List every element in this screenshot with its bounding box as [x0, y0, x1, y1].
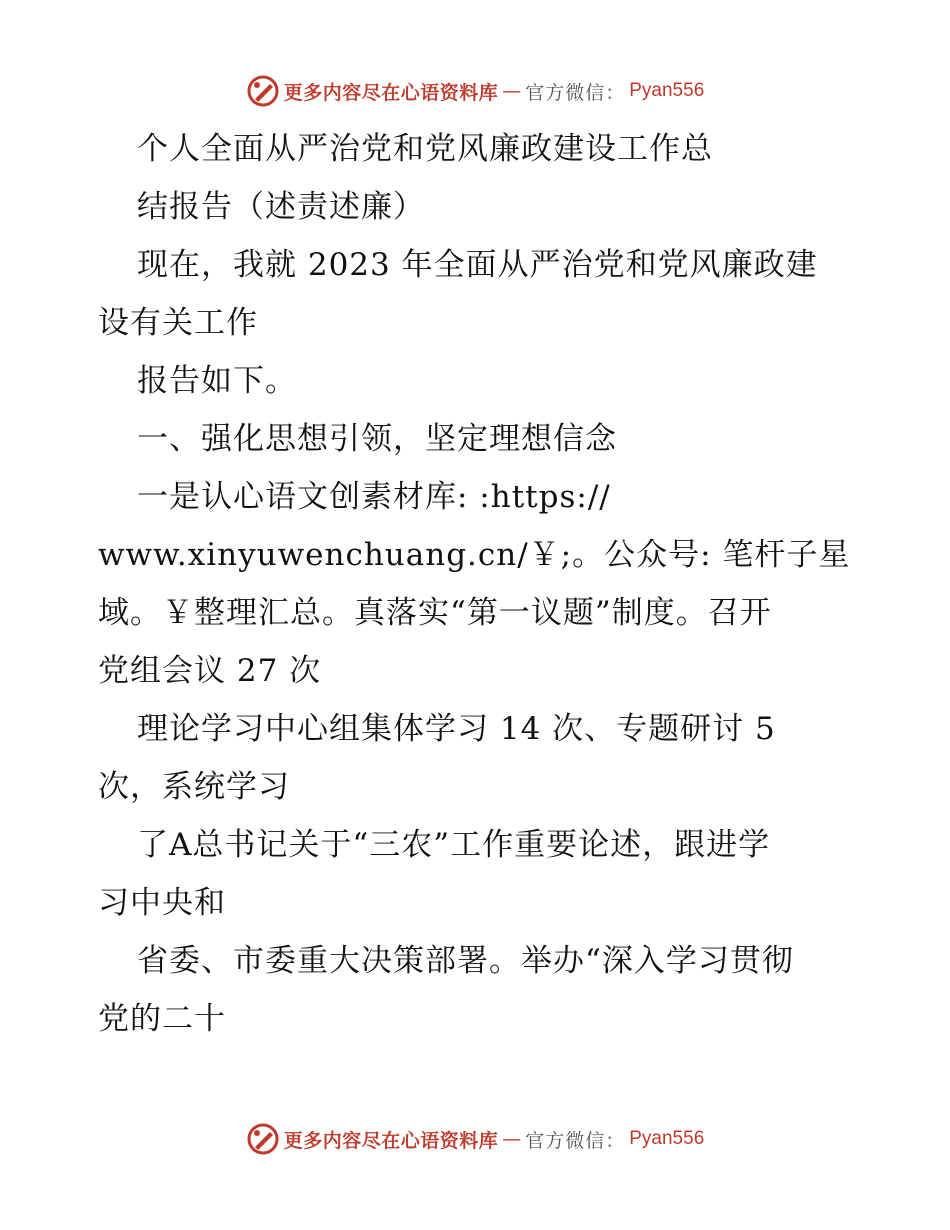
watermark-site-text: 更多内容尽在心语资料库	[283, 81, 499, 104]
watermark-wechat-label: 官方微信：	[525, 81, 626, 104]
watermark-separator: —	[502, 1128, 522, 1150]
watermark-separator: —	[502, 80, 522, 102]
watermark-wechat-id: Pyan556	[629, 1128, 705, 1149]
doc-paragraph-line: 域。￥整理汇总。真落实“第一议题”制度。召开	[98, 595, 772, 631]
doc-paragraph-line: 次，系统学习	[98, 769, 290, 805]
doc-paragraph-line: www.xinyuwenchuang.cn/￥;。公众号: 笔杆子星	[98, 537, 851, 573]
doc-paragraph-line: 习中央和	[98, 885, 226, 921]
doc-title-line-2: 结报告（述责述廉）	[137, 189, 425, 225]
doc-paragraph-line: 报告如下。	[137, 363, 297, 399]
watermark-site-text: 更多内容尽在心语资料库	[283, 1129, 499, 1152]
pen-logo-icon	[246, 74, 280, 108]
doc-paragraph-line: 现在，我就 2023 年全面从严治党和党风廉政建	[137, 247, 818, 283]
doc-paragraph-line: 设有关工作	[98, 305, 258, 341]
watermark-footer	[0, 1119, 950, 1159]
watermark-wechat-label: 官方微信：	[525, 1129, 626, 1152]
doc-paragraph-line: 理论学习中心组集体学习 14 次、专题研讨 5	[137, 711, 776, 747]
doc-paragraph-line: 党组会议 27 次	[98, 653, 322, 689]
doc-title-line-1: 个人全面从严治党和党风廉政建设工作总	[137, 131, 713, 167]
doc-paragraph-line: 一是认心语文创素材库: :https://	[137, 479, 611, 515]
watermark-wechat-id: Pyan556	[629, 80, 705, 101]
doc-paragraph-line: 党的二十	[98, 1001, 226, 1037]
pen-logo-icon	[246, 1122, 280, 1156]
doc-section-heading: 一、强化思想引领，坚定理想信念	[137, 421, 617, 457]
doc-paragraph-line: 了A总书记关于“三农”工作重要论述，跟进学	[137, 827, 771, 863]
watermark-header	[0, 71, 950, 111]
doc-paragraph-line: 省委、市委重大决策部署。举办“深入学习贯彻	[137, 943, 794, 979]
